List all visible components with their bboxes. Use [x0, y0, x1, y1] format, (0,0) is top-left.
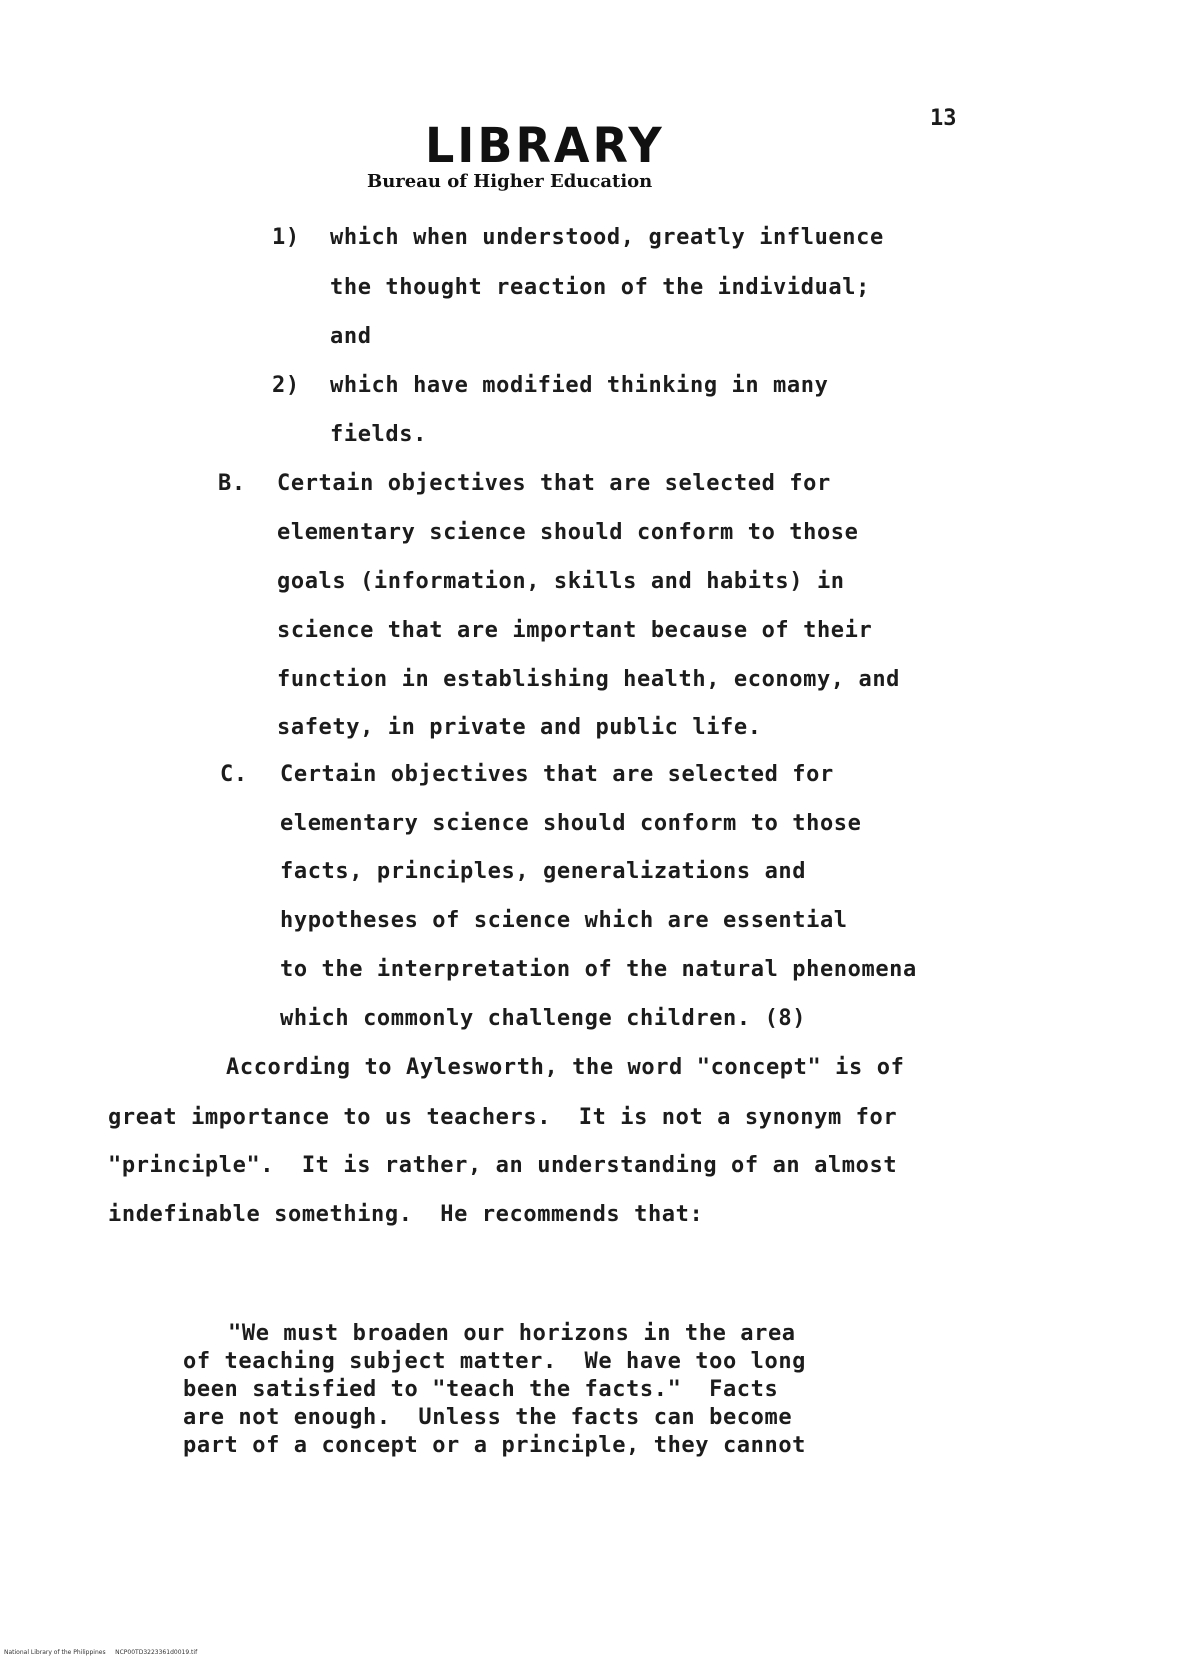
- section-c-marker: C.: [220, 762, 248, 787]
- section-c-line: facts, principles, generalizations and: [280, 859, 807, 884]
- scan-footer: [4, 1649, 197, 1656]
- paragraph-line: "principle". It is rather, an understanding of an almost: [108, 1153, 898, 1178]
- paragraph-line: According to Aylesworth, the word "concept" is of: [226, 1055, 905, 1080]
- page-number: 13: [930, 106, 957, 131]
- section-b-line: goals (information, skills and habits) in: [277, 569, 845, 594]
- section-c-line: which commonly challenge children. (8): [280, 1006, 807, 1031]
- list-marker-1: 1): [272, 225, 300, 250]
- paragraph-line: great importance to us teachers. It is not a synonym for: [108, 1105, 898, 1130]
- section-c-line: to the interpretation of the natural phenomena: [280, 957, 917, 982]
- list-item-1-line: which when understood, greatly influence: [330, 225, 884, 250]
- section-b-line: elementary science should conform to those: [277, 520, 859, 545]
- section-c-line: hypotheses of science which are essential: [280, 908, 848, 933]
- list-item-1-line: and: [330, 324, 372, 349]
- section-b-line: safety, in private and public life.: [277, 715, 762, 740]
- quote-line: been satisfied to "teach the facts." Facts: [183, 1377, 779, 1402]
- block-quote: [183, 1320, 903, 1460]
- list-marker-2: 2): [272, 373, 300, 398]
- quote-line: "We must broaden our horizons in the area: [228, 1321, 796, 1346]
- list-item-1-line: the thought reaction of the individual;: [330, 275, 870, 300]
- list-item-2-line: which have modified thinking in many: [330, 373, 829, 398]
- quote-line: of teaching subject matter. We have too long: [183, 1349, 807, 1374]
- section-b-marker: B.: [218, 471, 246, 496]
- section-c-line: Certain objectives that are selected for: [280, 762, 834, 787]
- quote-line: part of a concept or a principle, they cannot: [183, 1433, 807, 1458]
- section-b-line: function in establishing health, economy, and: [277, 667, 901, 692]
- footer-source: National Library of the Philippines: [4, 1649, 106, 1656]
- quote-line: are not enough. Unless the facts can become: [183, 1405, 793, 1430]
- section-c-line: elementary science should conform to those: [280, 811, 862, 836]
- list-item-2-line: fields.: [330, 422, 427, 447]
- section-b-line: Certain objectives that are selected for: [277, 471, 831, 496]
- library-stamp-title: LIBRARY: [425, 116, 665, 174]
- footer-file-id: NCP00TD3223361d0019.tif: [115, 1649, 198, 1656]
- section-b-line: science that are important because of their: [277, 618, 873, 643]
- paragraph-line: indefinable something. He recommends that:: [108, 1202, 704, 1227]
- library-stamp-subtitle: Bureau of Higher Education: [367, 171, 653, 192]
